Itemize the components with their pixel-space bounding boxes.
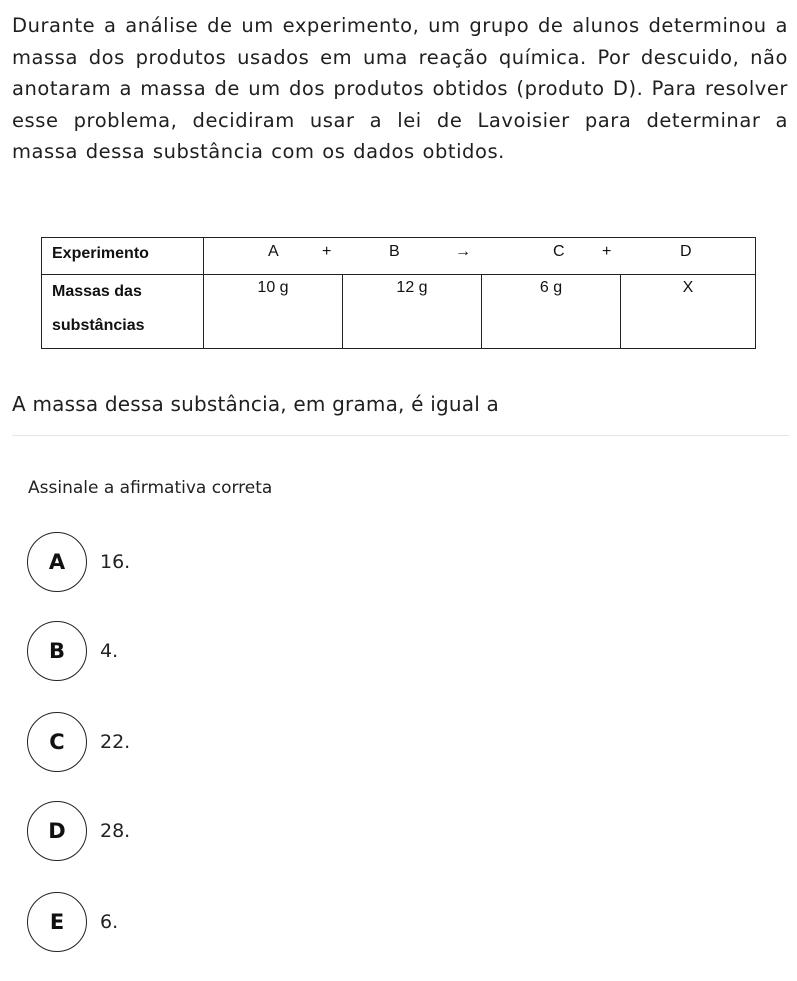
option-c[interactable] — [27, 711, 327, 773]
divider — [12, 435, 789, 436]
option-a-text[interactable]: 16. — [100, 551, 131, 573]
reactant-a: A — [268, 243, 279, 260]
mass-row-label-line2: substâncias — [52, 317, 145, 334]
option-c-letter[interactable]: C — [27, 712, 87, 772]
option-b-text[interactable]: 4. — [100, 640, 119, 662]
mass-b: 12 g — [343, 275, 482, 349]
option-e[interactable] — [27, 891, 327, 953]
mass-a: 10 g — [204, 275, 343, 349]
option-d-letter[interactable]: D — [27, 801, 87, 861]
option-d[interactable] — [27, 800, 327, 862]
option-b[interactable] — [27, 620, 327, 682]
option-d-text[interactable]: 28. — [100, 820, 131, 842]
product-d: D — [680, 243, 692, 260]
option-e-letter[interactable]: E — [27, 892, 87, 952]
mass-c: 6 g — [482, 275, 621, 349]
mass-row-label-line1: Massas das — [52, 283, 142, 300]
answer-prompt: Assinale a afirmativa correta — [28, 478, 273, 498]
reaction-table — [41, 237, 756, 349]
product-c: C — [553, 243, 565, 260]
reaction-arrow: → — [455, 243, 471, 260]
option-b-letter[interactable]: B — [27, 621, 87, 681]
question-statement: Durante a análise de um experimento, um grupo de alunos determinou a massa dos produtos usados em uma reação química. Por descuido, não anotaram a massa de um dos produtos obtidos (produto D). Para resolver esse problema, decidiram usar a lei de Lavoisier para determinar a massa dessa substância com os dados obtidos. — [12, 14, 788, 163]
reaction-equation — [204, 238, 756, 275]
mass-d: X — [621, 275, 756, 349]
table-header-row — [42, 238, 756, 275]
option-c-text[interactable]: 22. — [100, 731, 131, 753]
option-a[interactable] — [27, 531, 327, 593]
plus-sign: + — [322, 243, 332, 260]
option-e-text[interactable]: 6. — [100, 911, 119, 933]
reactant-b: B — [389, 243, 400, 260]
plus-sign: + — [602, 243, 612, 260]
table-mass-row — [42, 275, 756, 349]
mass-row-label — [42, 275, 204, 349]
question-text: A massa dessa substância, em grama, é igual a — [12, 392, 499, 416]
experiment-label: Experimento — [42, 238, 204, 275]
option-a-letter[interactable]: A — [27, 532, 87, 592]
